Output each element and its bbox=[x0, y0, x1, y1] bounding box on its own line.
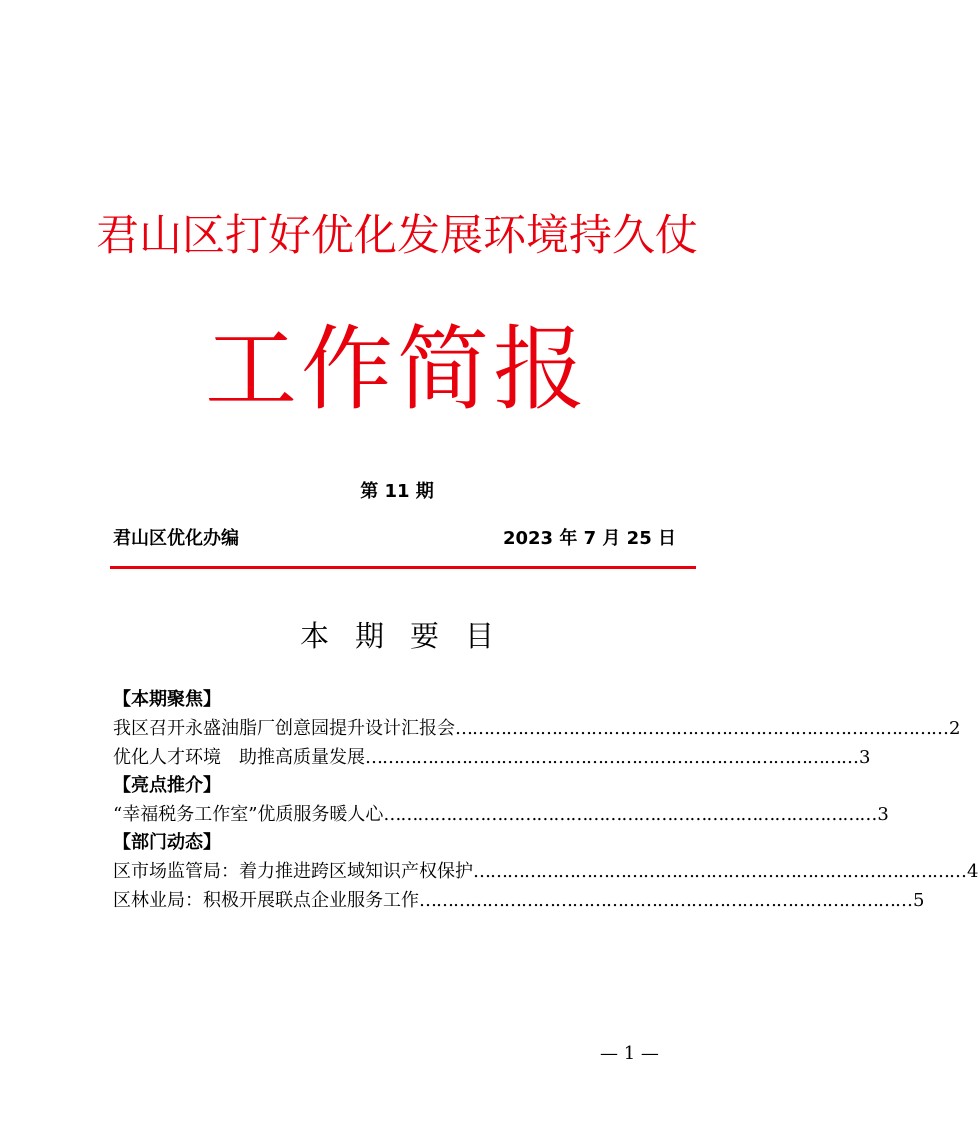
toc-leader-dots: …………………………………………………………………………… bbox=[365, 747, 858, 768]
toc-leader-dots: …………………………………………………………………………… bbox=[473, 861, 966, 882]
page-number: — 1 — bbox=[600, 1043, 659, 1064]
masthead-subtitle: 君山区打好优化发展环境持久仗 bbox=[96, 211, 698, 261]
toc-entry-page: 3 bbox=[877, 804, 889, 825]
toc-entry[interactable] bbox=[113, 743, 871, 772]
toc-entry-title: 我区召开永盛油脂厂创意园提升设计汇报会 bbox=[113, 718, 455, 739]
toc-section-label: 【亮点推介】 bbox=[113, 775, 221, 796]
toc-section-label: 【本期聚焦】 bbox=[113, 689, 221, 710]
toc-entry-page: 5 bbox=[913, 890, 925, 911]
toc-entry[interactable] bbox=[113, 857, 978, 886]
editor-line: 君山区优化办编 bbox=[113, 528, 239, 549]
table-of-contents bbox=[113, 686, 978, 915]
toc-entry-page: 3 bbox=[859, 747, 871, 768]
issue-number: 第 11 期 bbox=[360, 481, 434, 502]
toc-entry[interactable] bbox=[113, 714, 961, 743]
masthead-title: 工作简报 bbox=[204, 316, 589, 423]
toc-entry[interactable] bbox=[113, 800, 889, 829]
publication-date: 2023 年 7 月 25 日 bbox=[502, 528, 676, 549]
toc-entry-page: 4 bbox=[967, 861, 978, 882]
toc-entry-title: 区林业局：积极开展联点企业服务工作 bbox=[113, 890, 419, 911]
toc-entry-title: “幸福税务工作室”优质服务暖人心 bbox=[113, 804, 384, 825]
toc-entry-page: 2 bbox=[949, 718, 961, 739]
toc-leader-dots: …………………………………………………………………………… bbox=[455, 718, 948, 739]
toc-entry[interactable] bbox=[113, 886, 925, 915]
toc-entry-title: 区市场监管局：着力推进跨区域知识产权保护 bbox=[113, 861, 473, 882]
toc-section-label: 【部门动态】 bbox=[113, 832, 221, 853]
toc-leader-dots: …………………………………………………………………………… bbox=[383, 804, 877, 825]
toc-entry-title: 优化人才环境 助推高质量发展 bbox=[113, 747, 365, 768]
toc-heading: 本期要目 bbox=[299, 619, 520, 653]
red-divider-rule bbox=[110, 566, 696, 569]
toc-leader-dots: …………………………………………………………………………… bbox=[419, 890, 912, 911]
